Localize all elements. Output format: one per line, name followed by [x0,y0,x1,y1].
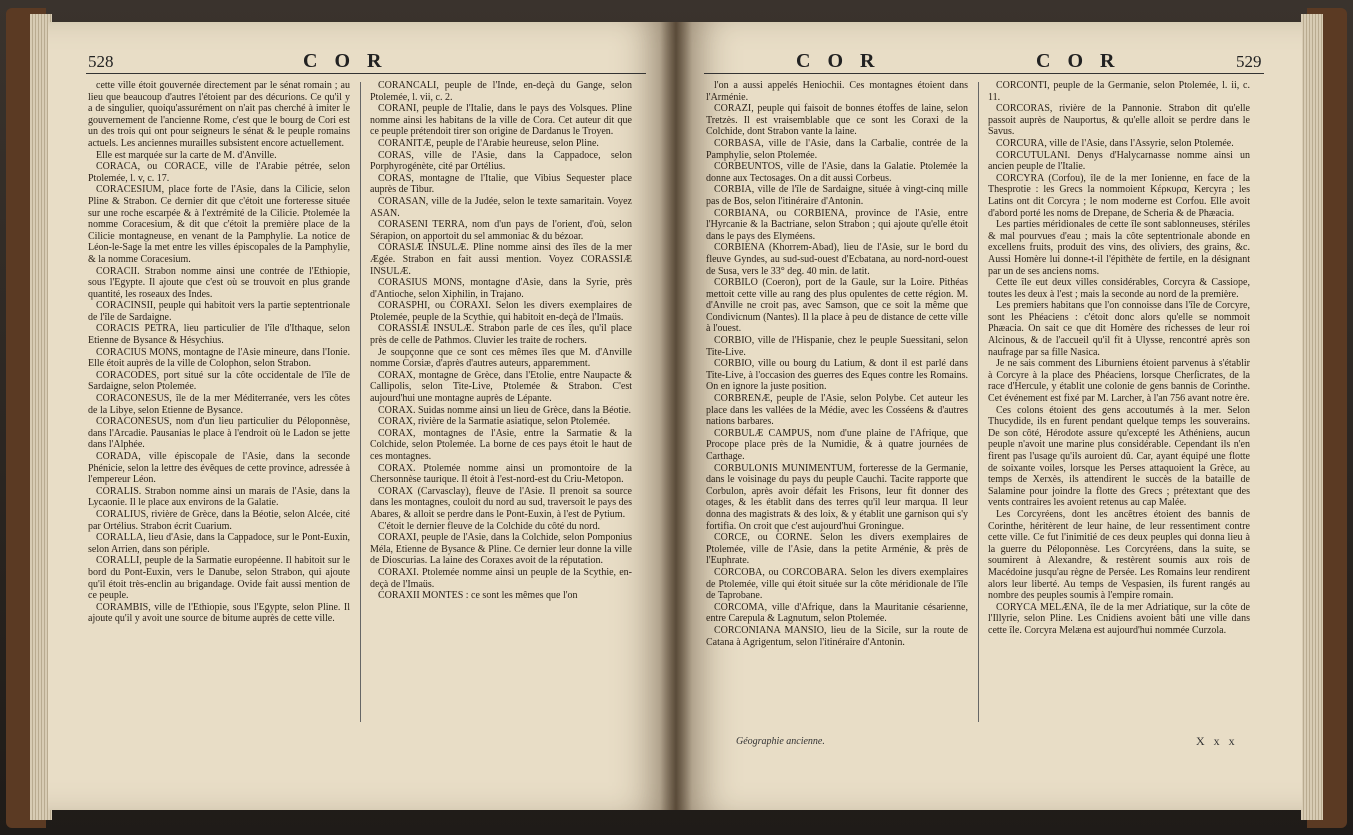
dictionary-entry: CORALIS. Strabon nomme ainsi un marais de l'Asie, dans la Lycaonie. Il le place aux environs de la Galatie. [88,485,350,509]
dictionary-entry: Les Corcyréens, dont les ancêtres étoient des bannis de Corinthe, héritèrent de leur haine, de leur ressentiment contre cette ville. Ce fut l'inimitié de ces deux peuples qui donna lieu à la guerre du Péloponnèse. Les Corcyréens, dans la suite, se soumirent à Alexandre, & restèrent soumis aux rois de Macédoine jusqu'au règne de Persée. Les Romains leur rendirent alors leur liberté. Au temps de Vespasien, ils furent rangés au nombre des peuples soumis à l'empire romain. [988,508,1250,602]
dictionary-entry: CORAXI. Ptolemée nomme ainsi un peuple de la Scythie, en-deçà de l'Imaüs. [370,566,632,590]
dictionary-entry: CORBEUNTOS, ville de l'Asie, dans la Galatie. Ptolemée la donne aux Tectosages. On a dit aussi Corbeus. [706,161,968,184]
dictionary-entry: CORAX. Suidas nomme ainsi un lieu de Grèce, dans la Béotie. [378,404,632,416]
dictionary-entry: CORAS, montagne de l'Italie, que Vibius Sequester place auprès de Tibur. [370,172,632,196]
right-page-number: 529 [1236,52,1262,71]
dictionary-entry: CORACIUS MONS, montagne de l'Asie mineure, dans l'Ionie. Elle étoit auprès de la ville de Colophon, selon Strabon. [88,346,350,370]
dictionary-entry: CORBULÆ CAMPUS, nom d'une plaine de l'Afrique, que Procope place près de la Numidie, & à quatre journées de Carthage. [706,427,968,462]
dictionary-entry: CORACESIUM, place forte de l'Asie, dans la Cilicie, selon Pline & Strabon. Ce dernier dit que c'étoit une forteresse située sur une roche escarpée & à l'extrémité de la Cilicie. Ptolemée la nomme Coracesium, & dit que c'étoit la première place de la Cilicie montagneuse, en venant de la Pamphylie. La notice de Léon-le-Sage la met entre les villes épiscopales de la Pamphylie, & la nomme Coracesium. [88,184,350,265]
dictionary-entry: CORASIÆ INSULÆ. Pline nomme ainsi des îles de la mer Ægée. Strabon en fait aussi mention. Voyez CORASSIÆ INSULÆ. [370,242,632,277]
dictionary-entry: CORCOBA, ou CORCOBARA. Selon les divers exemplaires de Ptolemée, ville qui étoit située sur la côte méridionale de l'île de Taprobane. [706,566,968,602]
dictionary-entry: CORACII. Strabon nomme ainsi une contrée de l'Ethiopie, sous l'Egypte. Il ajoute que c'est où se trouvoit en plus grande quantité, les roseaux des Indes. [88,265,350,300]
dictionary-entry: CORASAN, ville de la Judée, selon le texte samaritain. Voyez ASAN. [370,195,632,219]
dictionary-entry: CORBILO (Coeron), port de la Gaule, sur la Loire. Pithéas mettoit cette ville au rang des plus opulentes de cette région. M. d'Anville ne croit pas, avec Samson, que ce soit la même que Condivicnum (Nantes). Il la place à peu de distance de cette ville à l'ouest. [706,277,968,335]
dictionary-entry: Je soupçonne que ce sont ces mêmes îles que M. d'Anville nomme Corsiæ, d'après d'autres auteurs, apparemment. [370,346,632,370]
right-running-head-1: C O R [796,50,881,72]
dictionary-entry: CORASSIÆ INSULÆ. Strabon parle de ces îles, qu'il place près de celle de Pathmos. Cluvier les traite de rochers. [370,323,632,347]
dictionary-entry: CORACA, ou CORACE, ville de l'Arabie pétrée, selon Ptolemée, l. v, c. 17. [88,161,350,184]
dictionary-entry: CORAZI, peuple qui faisoit de bonnes étoffes de laine, selon Tretzès. Il est vraisemblable que ce sont les Coraxi de la Colchide, dont Strabon vante la laine. [706,103,968,138]
dictionary-entry: CORCORAS, rivière de la Pannonie. Strabon dit qu'elle passoit auprès de Nauportus, & qu'elle alloit se perdre dans le Savus. [988,103,1250,138]
right-column-2 [988,80,1250,738]
dictionary-entry: CORAS, ville de l'Asie, dans la Cappadoce, selon Porphyrogénète, cité par Ortélius. [370,149,632,173]
dictionary-entry: CORAX. Ptolemée nomme ainsi un promontoire de la Chersonnèse taurique. Il étoit à l'est-nord-est du Criu-Metopon. [370,462,632,486]
dictionary-entry: CORBIENA (Khorrem-Abad), lieu de l'Asie, sur le bord du fleuve Gyndes, au sud-sud-ouest d'Ecbatana, au nord-nord-ouest de Susa, vers le 33° deg. 40 min. de latit. [706,242,968,277]
dictionary-entry: CORBULONIS MUNIMENTUM, forteresse de la Germanie, dans le voisinage du pays du peuple Cauchi. Tacite rapporte que Corbulon, après avoir défait les Frisons, leur fit donner des otages, & les établit dans des terres qu'il leur marqua. Il leur donna des magistrats & des loix, & y établit une garnison qui s'y fortifia. On croit que c'est aujourd'hui Groningue. [706,462,968,532]
dictionary-entry: Elle est marquée sur la carte de M. d'Anville. [96,149,277,161]
dictionary-entry: CORACONESUS, nom d'un lieu particulier du Péloponnèse, dans l'Arcadie. Pausanias le place à l'endroit où le Ladon se jette dans l'Alphée. [88,416,350,451]
dictionary-entry: CORALIUS, rivière de Grèce, dans la Béotie, selon Alcée, cité par Ortélius. Strabon écrit Cuarium. [88,508,350,532]
dictionary-entry: CORAMBIS, ville de l'Ethiopie, sous l'Egypte, selon Pline. Il ajoute qu'il y avoit une source de bitume auprès de cette ville. [88,601,350,625]
dictionary-entry: CORBASA, ville de l'Asie, dans la Carbalie, contrée de la Pamphylie, selon Ptolemée. [706,137,968,161]
right-running-head-2: C O R [1036,50,1121,72]
dictionary-entry: CORBIO, ville ou bourg du Latium, & dont il est parlé dans Tite-Live, à l'occasion des guerres des Eques contre les Romains. On en ignore la juste position. [706,358,968,393]
dictionary-entry: CORCYRA (Corfou), île de la mer Ionienne, en face de la Thesprotie : les Grecs la nommoient Κέρκυρα, Kercyra ; les Latins ont dit Corcyra ; le nom moderne est Corfou. Elle avoit d'abord porté les noms de Drepane, de Scheria & de Phæacia. [988,172,1250,219]
dictionary-entry: CORCOMA, ville d'Afrique, dans la Mauritanie césarienne, entre Carepula & Lagnutum, selon Ptolemée. [706,601,968,625]
dictionary-entry: CORANCALI, peuple de l'Inde, en-deçà du Gange, selon Ptolemée, l. vii, c. 2. [370,80,632,103]
right-page [676,22,1302,810]
dictionary-entry: CORBIO, ville de l'Hispanie, chez le peuple Suessitani, selon Tite-Live. [706,335,968,358]
left-page [48,22,676,810]
left-page-number: 528 [88,52,114,71]
dictionary-entry: CORCURA, ville de l'Asie, dans l'Assyrie, selon Ptolemée. [996,137,1234,149]
left-header-rule [86,73,646,74]
dictionary-entry: CORAXII MONTES : ce sont les mêmes que l'on [378,590,578,602]
dictionary-entry: CORBIA, ville de l'île de Sardaigne, située à vingt-cinq mille pas de Bos, selon l'itinéraire d'Antonin. [706,184,968,207]
footer-title: Géographie ancienne. [736,736,825,747]
left-column-2 [370,80,632,780]
left-running-head: C O R [303,50,388,72]
dictionary-entry: cette ville étoit gouvernée directement par le sénat romain ; au lieu que beaucoup d'autres l'étoient par des décurions. Ce qu'il y a de singulier, quoiqu'assurément on n'ait pas cherché à imiter le gouvernement de l'ancienne Rome, c'est que le bourg de Cori est un des trois qui ont pour seigneurs le sénat & le peuple romains actuels. Les anciennes murailles subsistent encore actuellement. [88,80,350,149]
dictionary-entry: C'étoit le dernier fleuve de la Colchide du côté du nord. [378,520,601,532]
dictionary-entry: Les premiers habitans que l'on connoisse dans l'île de Corcyre, sont les Phéaciens : c'étoit donc alors qu'elle se nommoit Phæacia. On sait ce que dit Homère des richesses de leur roi Alcinous, & de l'accueil qu'il fit à Ulysse, rencontré après son naufrage par sa fille Nasica. [988,300,1250,358]
dictionary-entry: CORACONESUS, île de la mer Méditerranée, vers les côtes de la Libye, selon Etienne de Bysance. [88,393,350,416]
dictionary-entry: CORALLA, lieu d'Asie, dans la Cappadoce, sur le Pont-Euxin, selon Arrien, dans son périple. [88,532,350,555]
dictionary-entry: CORAX, montagne de Grèce, dans l'Etolie, entre Naupacte & Callipolis, selon Tite-Live, Ptolemée & Strabon. C'est aujourd'hui une montagne auprès de Lépante. [370,369,632,405]
dictionary-entry: CORACIS PETRA, lieu particulier de l'île d'Ithaque, selon Etienne de Bysance & Hésychius. [88,323,350,347]
dictionary-entry: CORCONTI, peuple de la Germanie, selon Ptolemée, l. ii, c. 11. [988,80,1250,103]
dictionary-entry: CORADA, ville épiscopale de l'Asie, dans la seconde Phénicie, selon la lettre des évêques de cette province, adressée à l'empereur Léon. [88,451,350,486]
dictionary-entry: CORAX, montagnes de l'Asie, entre la Sarmatie & la Colchide, selon Ptolemée. La borne de ces pays étoit le haut de ces montagnes. [370,427,632,462]
dictionary-entry: CORAX, rivière de la Sarmatie asiatique, selon Ptolemée. [378,416,611,428]
right-header-rule [704,73,1264,74]
left-column-1 [88,80,350,780]
book-spine-shadow [660,22,692,810]
dictionary-entry: Je ne sais comment des Liburniens étoient parvenus à s'établir à Corcyre à la place des Phéaciens, lorsque Cherſicrates, de la race d'Hercule, y établit une colonie de gens bannis de Corinthe. Cet événement est fixé par M. Larcher, à l'an 756 avant notre ère. [988,358,1250,405]
dictionary-entry: CORBIANA, ou CORBIENA, province de l'Asie, entre l'Hyrcanie & la Bactriane, selon Strabon ; qui ajoute qu'elle étoit dans le pays des Elyméens. [706,207,968,242]
dictionary-entry: Cette île eut deux villes considérables, Corcyra & Cassiope, toutes les deux à l'est ; mais la seconde au nord de la première. [988,277,1250,300]
dictionary-entry: CORAX (Carvasclay), fleuve de l'Asie. Il prenoit sa source dans les montagnes, couloit du nord au sud, traversoit le pays des Abares, & alloit se perdre dans le Pont-Euxin, à l'est de Pytium. [370,485,632,520]
dictionary-entry: CORYCA MELÆNA, île de la mer Adriatique, sur la côte de l'Illyrie, selon Pline. Les Cnidiens avoient bâti une ville dans cette île. Corcyra Melæna est aujourd'hui nommée Curzola. [988,601,1250,636]
dictionary-entry: CORBRENÆ, peuple de l'Asie, selon Polybe. Cet auteur les place dans les vallées de la Médie, avec les Cosséens & d'autres nations barbares. [706,393,968,428]
left-column-divider [360,82,361,722]
page-edges-right [1301,14,1323,820]
dictionary-entry: CORCUTULANI. Denys d'Halycarnasse nomme ainsi un ancien peuple de l'Italie. [988,149,1250,173]
dictionary-entry: CORASIUS MONS, montagne d'Asie, dans la Syrie, près d'Antioche, selon Xiphilin, in Trajano. [370,277,632,300]
dictionary-entry: CORCONIANA MANSIO, lieu de la Sicile, sur la route de Catana à Agrigentum, selon l'itinéraire d'Antonin. [706,624,968,648]
dictionary-entry: CORACODES, port situé sur la côte occidentale de l'île de Sardaigne, selon Ptolemée. [88,369,350,393]
dictionary-entry: CORASPHI, ou CORAXI. Selon les divers exemplaires de Ptolemée, peuple de la Scythie, qui habitoit en-deçà de l'Imaüs. [370,300,632,323]
dictionary-entry: CORANI, peuple de l'Italie, dans le pays des Volsques. Pline nomme ainsi les habitans de la ville de Cora. Cet auteur dit que ce peuple prétendoit tirer son origine de Dardanus le Troyen. [370,103,632,138]
signature-mark: X x x [1196,734,1238,748]
dictionary-entry: l'on a aussi appelés Heniochii. Ces montagnes étoient dans l'Arménie. [706,80,968,103]
dictionary-entry: Ces colons étoient des gens accoutumés à la mer. Selon Thucydide, ils en furent pendant quelque temps les souverains. De son côté, Hérodote assure qu'excepté les Athéniens, aucun peuple n'avoit une marine plus considérable. Cependant ils n'en firent pas l'usage qu'ils auroient dû. Car, ayant équipé une flotte de soixante voiles, lorsque les Perses attaquoient la Grèce, au temps de Xerxès, ils attendirent le succès de la bataille de Salamine pour joindre la flotte des Grecs ; prétextant que des vents contraires les avoient retenus au cap Malée. [988,404,1250,509]
dictionary-entry: Les parties méridionales de cette île sont sablonneuses, stériles & mal pourvues d'eau ; mais la côte septentrionale abonde en excellens fruits, produit des vins, des oliviers, des grains, &c. Aussi Homère lui donne-t-il l'épithète de fertile, en la désignant par un de ses anciens noms. [988,219,1250,277]
right-column-divider [978,82,979,722]
dictionary-entry: CORACINSII, peuple qui habitoit vers la partie septentrionale de l'île de Sardaigne. [88,300,350,323]
dictionary-entry: CORAXI, peuple de l'Asie, dans la Colchide, selon Pomponius Méla, Etienne de Bysance & Pline. Ce dernier leur donne la ville de Dioscurias. La laine des Coraxes avoit de la réputation. [370,532,632,567]
dictionary-entry: CORALLI, peuple de la Sarmatie européenne. Il habitoit sur le bord du Pont-Euxin, vers le Danube, selon Strabon, qui ajoute qu'il étoit très-enclin au brigandage. Ovide fait aussi mention de ce peuple. [88,555,350,602]
dictionary-entry: CORASENI TERRA, nom d'un pays de l'orient, d'où, selon Sérapion, on apportoit du sel ammoniac & du bézoar. [370,219,632,242]
right-column-1 [706,80,968,732]
dictionary-entry: CORANITÆ, peuple de l'Arabie heureuse, selon Pline. [378,137,599,149]
dictionary-entry: CORCE, ou CORNE. Selon les divers exemplaires de Ptolemée, ville de l'Asie, dans la petite Arménie, & près de l'Euphrate. [706,532,968,567]
